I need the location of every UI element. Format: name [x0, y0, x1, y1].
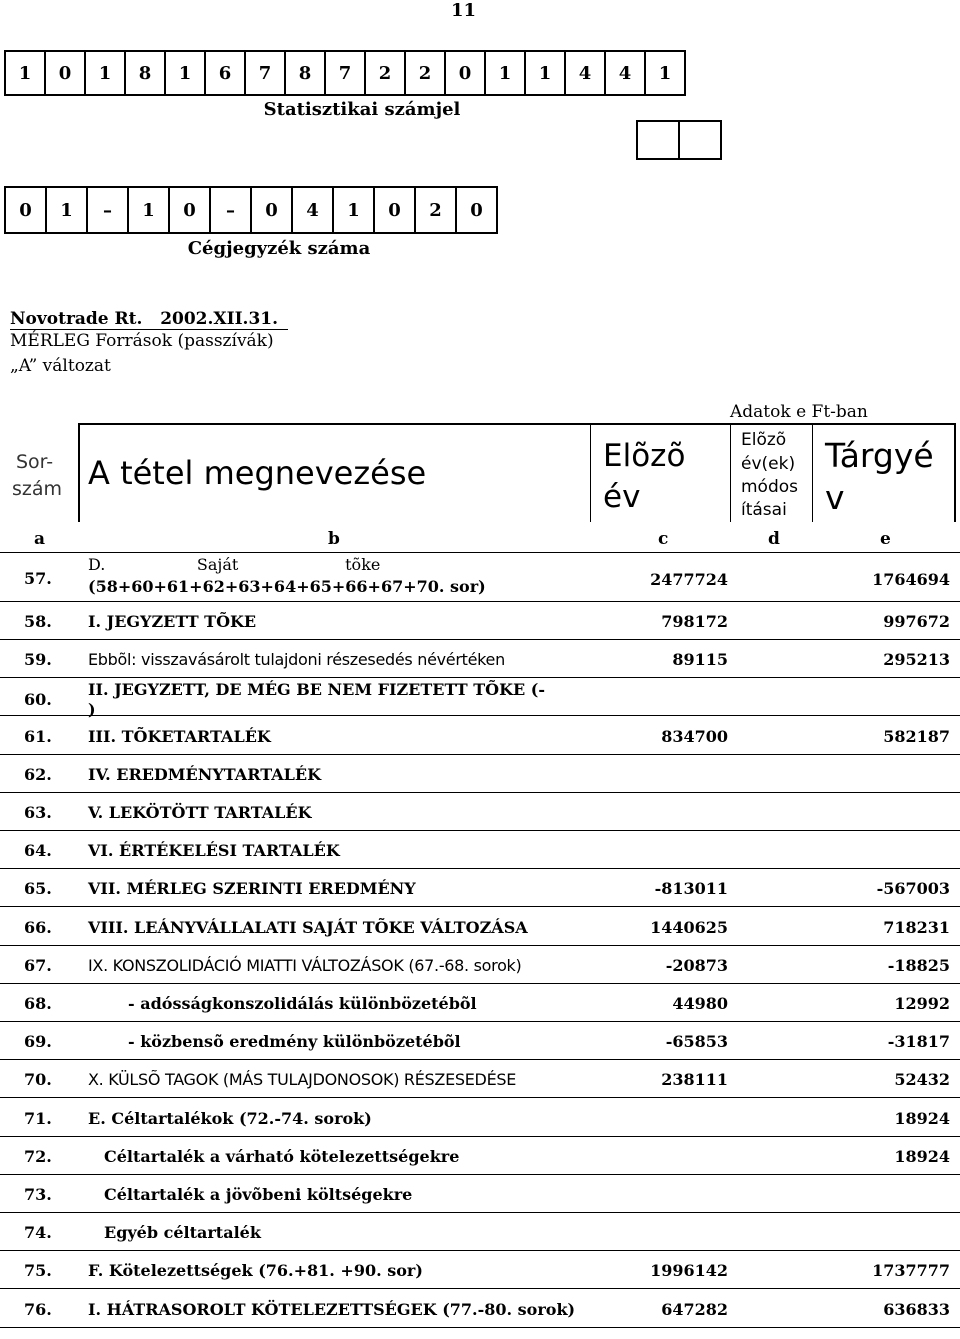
row-label: - adósságkonszolidálás különbözetébõl [128, 994, 477, 1013]
table-row [0, 793, 960, 831]
col-header-name: A tétel megnevezése [88, 454, 427, 492]
stat-number-box: 1 [525, 51, 565, 95]
table-row [0, 553, 960, 602]
row-number: 66. [24, 917, 52, 937]
current-year-value: -31817 [887, 1032, 950, 1052]
row-label: V. LEKÖTÖTT TARTALÉK [88, 803, 312, 822]
stat-number-box: 6 [205, 51, 245, 95]
stat-number-box: 0 [45, 51, 85, 95]
col-header-prev-year: Elõzõ év [603, 438, 686, 515]
table-row [0, 755, 960, 793]
row-number: 71. [24, 1108, 52, 1128]
letter-a: a [34, 529, 46, 549]
row-number: 76. [24, 1299, 52, 1319]
table-row [0, 602, 960, 640]
letter-d: d [768, 529, 780, 549]
table-row [0, 1137, 960, 1175]
prev-year-value: -65853 [665, 1032, 728, 1052]
company-reg-boxes [4, 186, 498, 234]
company-reg-caption: Cégjegyzék száma [187, 238, 371, 259]
header-top-border [78, 423, 956, 425]
row-number: 72. [24, 1146, 52, 1166]
letter-b: b [328, 529, 340, 549]
col-header-mod-4: ításai [741, 500, 787, 520]
letter-c: c [658, 529, 669, 549]
table-row [0, 869, 960, 907]
current-year-value: 1764694 [872, 570, 950, 589]
row-number: 73. [24, 1185, 52, 1204]
letters-row [0, 522, 960, 553]
table-row [0, 1060, 960, 1098]
table-row [0, 908, 960, 946]
prev-year-value: 1440625 [650, 917, 728, 937]
table-row [0, 946, 960, 984]
stat-number-box: 2 [365, 51, 405, 95]
row-label: Céltartalék a jövõbeni költségekre [104, 1185, 413, 1204]
row-label: Egyéb céltartalék [104, 1223, 261, 1243]
row-divider [0, 1327, 960, 1328]
row-label: Céltartalék a várható kötelezettségekre [104, 1146, 460, 1166]
stat-number-box: 1 [645, 51, 685, 95]
col-header-mod-2: év(ek) [741, 454, 796, 474]
company-reg-box: 4 [292, 187, 333, 233]
row-label: II. JEGYZETT, DE MÉG BE NEM FIZETETT TÕKE (- [88, 680, 545, 700]
letter-e: e [880, 529, 891, 549]
row-label: IV. EREDMÉNYTARTALÉK [88, 764, 322, 784]
prev-year-value: 2477724 [650, 570, 728, 589]
row-number: 64. [24, 841, 52, 861]
company-reg-box: 0 [374, 187, 415, 233]
prev-year-value: 238111 [661, 1070, 728, 1090]
row-number: 74. [24, 1223, 52, 1243]
row-number: 69. [24, 1032, 52, 1052]
prev-year-value: -20873 [665, 955, 728, 975]
row-label: I. HÁTRASOROLT KÖTELEZETTSÉGEK (77.-80. sorok) [88, 1299, 576, 1319]
company-reg-box: 0 [456, 187, 497, 233]
row-label: Ebbõl: visszavásárolt tulajdoni részesedés névértéken [88, 650, 505, 670]
stat-number-box: 2 [405, 51, 445, 95]
row-number: 65. [24, 879, 52, 899]
page-number: 11 [451, 0, 477, 21]
header-divider-c [590, 423, 591, 522]
row-label: D. Saját tõke [88, 555, 381, 574]
row-number: 63. [24, 803, 52, 822]
row-number: 70. [24, 1070, 52, 1090]
company-reg-box: 2 [415, 187, 456, 233]
row-label: VIII. LEÁNYVÁLLALATI SAJÁT TÕKE VÁLTOZÁSA [88, 917, 528, 937]
table-row [0, 640, 960, 678]
company-reg-box: – [87, 187, 128, 233]
table-row [0, 1099, 960, 1137]
company-reg-box: 1 [46, 187, 87, 233]
current-year-value: 582187 [883, 726, 950, 746]
current-year-value: 295213 [883, 650, 950, 670]
company-reg-box: 1 [128, 187, 169, 233]
row-label-continuation: (58+60+61+62+63+64+65+66+67+70. sor) [88, 577, 486, 596]
row-number: 60. [24, 690, 52, 710]
table-row [0, 1022, 960, 1060]
row-label-continuation: ) [88, 700, 96, 720]
row-number: 61. [24, 726, 52, 746]
table-row [0, 678, 960, 720]
table-row [0, 1175, 960, 1213]
stat-number-box: 0 [445, 51, 485, 95]
row-label: I. JEGYZETT TÕKE [88, 612, 257, 631]
stat-number-box: 1 [5, 51, 45, 95]
stat-number-box: 1 [485, 51, 525, 95]
col-header-mod-1: Elõzõ [741, 430, 787, 450]
header-left-border [78, 423, 80, 522]
stat-number-box: 4 [565, 51, 605, 95]
col-header-mod-3: módos [741, 477, 799, 497]
col-header-current-1: Tárgyé [825, 436, 934, 475]
table-row [0, 1290, 960, 1328]
report-title: MÉRLEG Források (passzívák) [10, 331, 274, 351]
company-title: Novotrade Rt. 2002.XII.31. [10, 309, 288, 330]
current-year-value: 718231 [883, 917, 950, 937]
unit-label: Adatok e Ft-ban [730, 402, 868, 422]
row-number: 58. [24, 612, 52, 631]
row-label: - közbensõ eredmény különbözetébõl [128, 1032, 461, 1052]
row-label: IX. KONSZOLIDÁCIÓ MIATTI VÁLTOZÁSOK (67.-68. sorok) [88, 955, 522, 975]
col-header-current-2: v [825, 478, 845, 517]
header-right-border [954, 423, 956, 522]
header-divider-e [812, 423, 813, 522]
prev-year-value: 1996142 [650, 1261, 728, 1281]
prev-year-value: 798172 [661, 612, 728, 631]
row-label: E. Céltartalékok (72.-74. sorok) [88, 1108, 372, 1128]
current-year-value: 12992 [894, 994, 950, 1013]
prev-year-value: 647282 [661, 1299, 728, 1319]
table-row [0, 717, 960, 755]
table-row [0, 984, 960, 1022]
table-row [0, 1213, 960, 1251]
company-reg-box: 0 [5, 187, 46, 233]
prev-year-value: -813011 [654, 879, 728, 899]
stat-number-box: 8 [125, 51, 165, 95]
company-reg-box: 0 [251, 187, 292, 233]
table-row [0, 1251, 960, 1289]
current-year-value: 997672 [883, 612, 950, 631]
current-year-value: 18924 [894, 1108, 950, 1128]
current-year-value: -567003 [876, 879, 950, 899]
company-reg-box: 0 [169, 187, 210, 233]
current-year-value: 18924 [894, 1146, 950, 1166]
row-number: 67. [24, 955, 52, 975]
col-header-sorszam-1: Sor- [16, 451, 54, 473]
stat-number-box: 7 [325, 51, 365, 95]
company-reg-box: – [210, 187, 251, 233]
row-number: 57. [24, 569, 52, 588]
row-label: F. Kötelezettségek (76.+81. +90. sor) [88, 1261, 423, 1281]
row-label: X. KÜLSÕ TAGOK (MÁS TULAJDONOSOK) RÉSZESEDÉSE [88, 1070, 517, 1090]
prev-year-value: 89115 [672, 650, 728, 670]
table-row [0, 831, 960, 869]
report-variant: „A” változat [10, 356, 111, 376]
company-reg-box: 1 [333, 187, 374, 233]
row-number: 75. [24, 1261, 52, 1281]
row-number: 59. [24, 650, 52, 670]
stat-number-box: 4 [605, 51, 645, 95]
row-label: VI. ÉRTÉKELÉSI TARTALÉK [88, 841, 340, 861]
stat-number-box: 7 [245, 51, 285, 95]
col-header-sorszam-2: szám [12, 478, 63, 500]
empty-code-boxes [636, 120, 722, 160]
current-year-value: 1737777 [872, 1261, 950, 1281]
row-number: 68. [24, 994, 52, 1013]
current-year-value: -18825 [887, 955, 950, 975]
stat-number-boxes [4, 50, 686, 96]
current-year-value: 636833 [883, 1299, 950, 1319]
stat-number-caption: Statisztikai számjel [263, 99, 461, 120]
row-label: III. TÕKETARTALÉK [88, 726, 271, 746]
prev-year-value: 834700 [661, 726, 728, 746]
stat-number-box: 1 [85, 51, 125, 95]
prev-year-value: 44980 [672, 994, 728, 1013]
row-number: 62. [24, 764, 52, 784]
stat-number-box: 8 [285, 51, 325, 95]
header-divider-d [730, 423, 731, 522]
current-year-value: 52432 [894, 1070, 950, 1090]
row-label: VII. MÉRLEG SZERINTI EREDMÉNY [88, 879, 416, 899]
stat-number-box: 1 [165, 51, 205, 95]
